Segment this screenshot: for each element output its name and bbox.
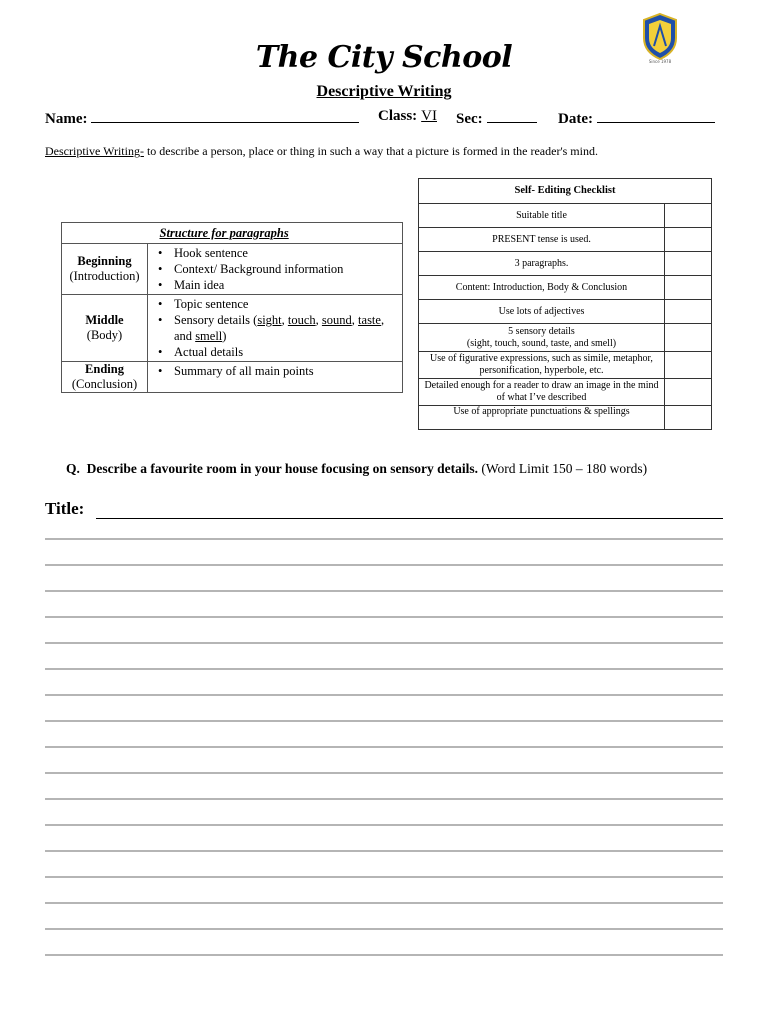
definition-text: to describe a person, place or thing in such a way that a picture is formed in the reader's mind. <box>143 144 598 158</box>
definition-term: Descriptive Writing- <box>45 144 144 158</box>
stage-sub: (Introduction) <box>69 269 140 283</box>
writing-line[interactable] <box>45 642 723 644</box>
name-field <box>45 108 359 128</box>
checkbox-cell[interactable] <box>665 324 712 352</box>
checklist-item: Content: Introduction, Body & Conclusion <box>419 276 665 300</box>
stage-sub: (Body) <box>86 328 123 342</box>
name-label: Name: <box>45 111 88 127</box>
class-value: VI <box>421 108 437 124</box>
school-name: The City School <box>255 40 513 75</box>
list-item: • Hook sentence <box>174 245 402 261</box>
writing-line[interactable] <box>45 824 723 826</box>
writing-line[interactable] <box>45 876 723 878</box>
checkbox-cell[interactable] <box>665 252 712 276</box>
writing-line[interactable] <box>45 772 723 774</box>
question <box>66 461 647 477</box>
checkbox-cell[interactable] <box>665 352 712 379</box>
name-blank <box>91 108 359 123</box>
list-item: • Main idea <box>174 277 402 293</box>
writing-line[interactable] <box>45 564 723 566</box>
writing-line[interactable] <box>45 902 723 904</box>
list-item: • Summary of all main points <box>174 363 402 379</box>
list-item: • Actual details <box>174 344 402 360</box>
date-label: Date: <box>558 111 593 127</box>
writing-line[interactable] <box>45 798 723 800</box>
title-label: Title: <box>45 499 85 518</box>
structure-heading: Structure for paragraphs <box>148 223 403 244</box>
writing-line[interactable] <box>45 850 723 852</box>
checklist-item: 3 paragraphs. <box>419 252 665 276</box>
class-field <box>378 108 437 125</box>
self-editing-checklist <box>418 178 712 430</box>
writing-line[interactable] <box>45 538 723 540</box>
sec-blank <box>487 108 537 123</box>
writing-line[interactable] <box>45 590 723 592</box>
checklist-item: Use of figurative expressions, such as simile, metaphor, personification, hyperbole, etc. <box>419 352 665 379</box>
checklist-item: Detailed enough for a reader to draw an image in the mind of what I’ve described <box>419 379 665 406</box>
checkbox-cell[interactable] <box>665 379 712 406</box>
checklist-heading: Self- Editing Checklist <box>419 179 712 204</box>
writing-line[interactable] <box>45 694 723 696</box>
checkbox-cell[interactable] <box>665 300 712 324</box>
stage-name: Beginning <box>77 254 132 268</box>
question-prefix: Q. <box>66 461 80 476</box>
document-title: Descriptive Writing <box>316 83 452 100</box>
writing-line[interactable] <box>45 668 723 670</box>
stage-sub: (Conclusion) <box>71 377 138 391</box>
definition <box>45 144 598 159</box>
stage-name: Ending <box>85 362 124 376</box>
logo-caption: Since 1978 <box>648 59 672 64</box>
title-input-line[interactable] <box>96 518 723 519</box>
structure-row-ending <box>62 362 403 393</box>
writing-line[interactable] <box>45 720 723 722</box>
checkbox-cell[interactable] <box>665 204 712 228</box>
writing-line[interactable] <box>45 616 723 618</box>
structure-row-beginning <box>62 244 403 295</box>
list-item: • Context/ Background information <box>174 261 402 277</box>
checklist-item: Use of appropriate punctuations & spellings <box>419 406 665 430</box>
sec-field <box>456 108 537 128</box>
writing-line[interactable] <box>45 954 723 956</box>
word-limit: (Word Limit 150 – 180 words) <box>481 461 648 476</box>
checklist-item: PRESENT tense is used. <box>419 228 665 252</box>
writing-line[interactable] <box>45 746 723 748</box>
structure-row-middle <box>62 295 403 362</box>
checklist-item: 5 sensory details (sight, touch, sound, taste, and smell) <box>419 324 665 352</box>
sec-label: Sec: <box>456 111 483 127</box>
checklist-item: Suitable title <box>419 204 665 228</box>
checkbox-cell[interactable] <box>665 276 712 300</box>
list-item: • Sensory details (sight, touch, sound, taste, and smell) <box>174 312 402 344</box>
checkbox-cell[interactable] <box>665 228 712 252</box>
school-logo <box>640 12 680 64</box>
checklist-item: Use lots of adjectives <box>419 300 665 324</box>
question-text: Describe a favourite room in your house focusing on sensory details. <box>86 461 479 476</box>
stage-name: Middle <box>85 313 124 327</box>
checkbox-cell[interactable] <box>665 406 712 430</box>
list-item: • Topic sentence <box>174 296 402 312</box>
class-label: Class: <box>378 108 418 124</box>
writing-line[interactable] <box>45 928 723 930</box>
date-field <box>558 108 715 128</box>
structure-table <box>61 222 403 393</box>
date-blank <box>597 108 715 123</box>
